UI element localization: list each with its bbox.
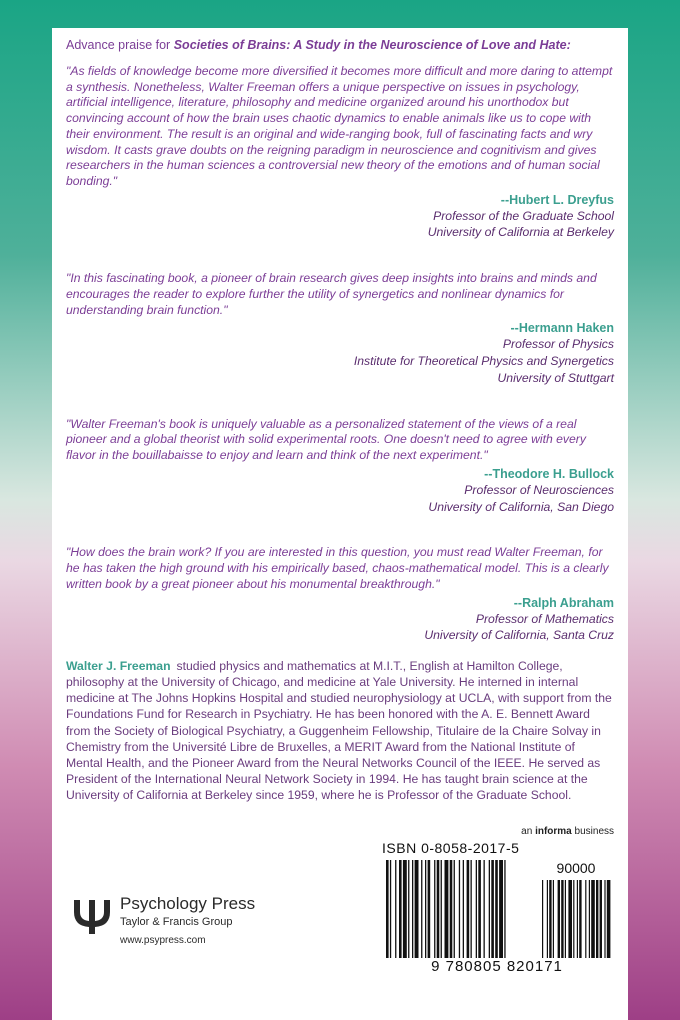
- isbn-number: ISBN 0-8058-2017-5: [382, 840, 520, 856]
- reviewer-affiliation: University of California, Santa Cruz: [424, 628, 614, 643]
- reviewer-title: Professor of Physics: [502, 337, 614, 352]
- reviewer-name: --Ralph Abraham: [513, 595, 614, 610]
- reviewer-title: Professor of Neurosciences: [464, 482, 614, 497]
- publisher-block: [70, 890, 310, 960]
- advance-praise-heading: [66, 38, 614, 52]
- author-name: Walter J. Freeman: [66, 659, 171, 674]
- review-bullock: [66, 417, 614, 516]
- review-attribution: [66, 320, 614, 386]
- review-dreyfus: [66, 64, 614, 241]
- review-quote: "As fields of knowledge become more diversified it becomes more difficult and more daring to attempt a synthesis. Nonetheless, Walter Freeman offers a unique perspective on issues in psychology, artificial intelligence, literature, philosophy and medicine organized around his unorthodox but convincing account of how the brain uses chaotic dynamics to enable animals like us to cope with their environment. The result is an original and wide-ranging book, full of fascinating facts and wry wisdom. It casts grave doubts on the reigning paradigm in neuroscience and cognitivism and gives researchers in the human sciences a controversial new theory of the emotions and of human social bonding.": [66, 64, 613, 188]
- reviewer-name: --Theodore H. Bullock: [484, 466, 614, 481]
- informa-prefix: an: [521, 826, 533, 837]
- review-quote: "How does the brain work? If you are interested in this question, you must read Walter Freeman, for he has taken the high ground with his empirically based, chaos-mathematical model. This is a clearly written book by a great pioneer about his monumental breakthrough.": [66, 545, 609, 591]
- review-quote: "Walter Freeman's book is uniquely valuable as a personalized statement of the views of a real pioneer and a global theorist with solid experimental roots. One doesn't need to agree with every flavor in the bouillabaisse to enjoy and learn and think of the next experiment.": [66, 416, 586, 463]
- review-attribution: [66, 595, 614, 645]
- book-title: Societies of Brains: A Study in the Neuroscience of Love and Hate:: [173, 38, 571, 52]
- reviewer-affiliation: University of California at Berkeley: [427, 225, 614, 240]
- back-cover-panel: [52, 28, 628, 1020]
- reviewer-title: Professor of Mathematics: [475, 611, 614, 626]
- reviewer-institute: Institute for Theoretical Physics and Synergetics: [353, 354, 614, 369]
- review-quote: "In this fascinating book, a pioneer of brain research gives deep insights into brains and minds and encourages the reader to explore further the utility of synergetics and nonlinear dynamics for understanding brain function.": [66, 271, 597, 317]
- review-haken: [66, 271, 614, 387]
- reviewer-name: --Hubert L. Dreyfus: [500, 192, 614, 207]
- barcode-digits: 9 780805 820171: [382, 958, 612, 975]
- publisher-name: Psychology Press: [120, 894, 256, 913]
- informa-brand: informa: [535, 826, 572, 837]
- reviewer-affiliation: University of California, San Diego: [428, 499, 614, 514]
- reviewer-title: Professor of the Graduate School: [433, 208, 614, 223]
- publisher-group: Taylor & Francis Group: [120, 916, 233, 928]
- review-attribution: [66, 192, 614, 242]
- review-attribution: [66, 466, 614, 516]
- review-abraham: [66, 545, 614, 644]
- price-code: 90000: [540, 860, 612, 876]
- psi-icon: [70, 892, 114, 936]
- author-bio: [66, 658, 614, 803]
- informa-suffix: business: [574, 826, 614, 837]
- author-bio-text: studied physics and mathematics at M.I.T., English at Hamilton College, philosophy at the University of Chicago, and medicine at Yale University. He interned in internal medicine at The Johns Hopkins Hospital and studied neurophysiology at UCLA, with support from the Foundations Fund for Research in Psychiatry. He has been honored with the A. E. Bennett Award from the Society of Biological Psychiatry, a Guggenheim Fellowship, Titulaire de la Chaire Solvay in Chemistry from the Université Libre de Bruxelles, a MERIT Award from the National Institute of Mental Health, and the Pioneer Award from the Neural Networks Council of the IEEE. He served as President of the International Neural Network Society in 1994. He has taught brain science at the University of California at Berkeley since 1959, where he is Professor of the Graduate School.: [66, 659, 612, 802]
- advance-prefix: Advance praise for: [66, 38, 171, 52]
- reviewer-name: --Hermann Haken: [510, 321, 614, 336]
- informa-tagline: [521, 826, 614, 837]
- reviewer-affiliation: University of Stuttgart: [497, 370, 614, 385]
- publisher-url: www.psypress.com: [120, 935, 206, 946]
